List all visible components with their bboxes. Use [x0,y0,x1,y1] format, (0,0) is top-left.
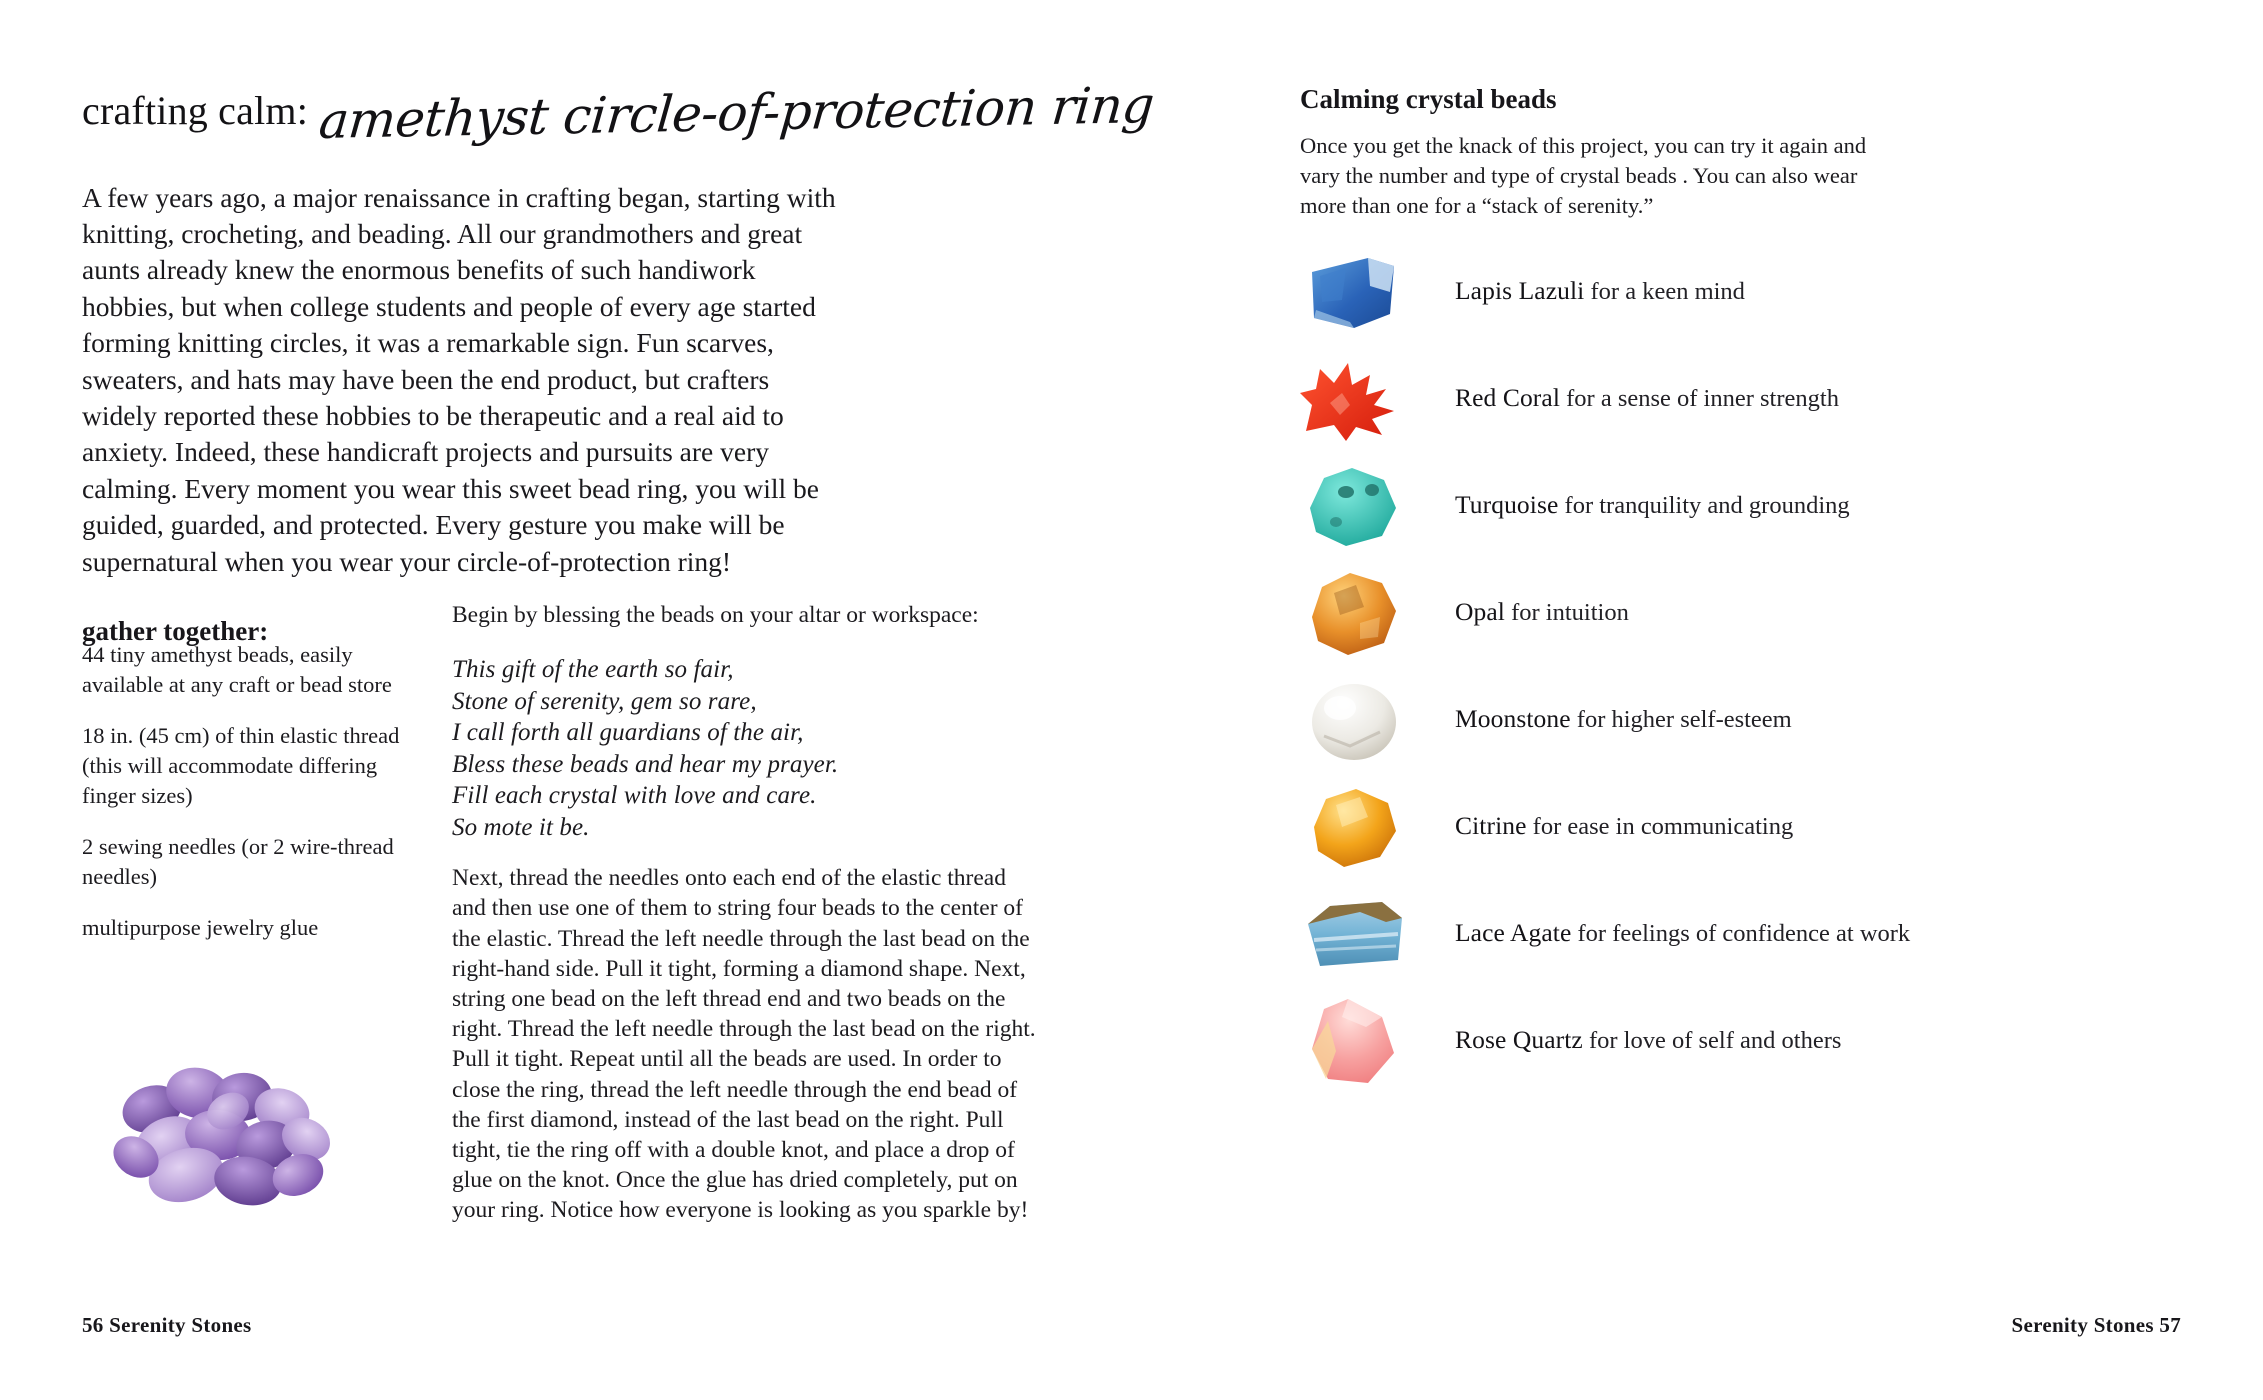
crystal-description: for a keen mind [1584,278,1745,305]
rose-quartz-stone-photo [1290,991,1420,1091]
page-title-serif: crafting calm: [82,88,309,133]
crystal-description: for intuition [1504,599,1629,626]
list-item: multipurpose jewelry glue [82,915,319,940]
crystal-name: Lapis Lazuli [1455,276,1585,305]
verse-line: I call forth all guardians of the air, [452,719,804,747]
page-title-script: amethyst circle-of-protection ring [316,76,1157,150]
gather-together-list [82,640,402,964]
verse-line: This gift of the earth so fair, [452,656,734,684]
turquoise-stone-photo [1290,456,1420,556]
instructions-column [452,600,1042,1226]
crystal-label [1455,811,1793,842]
verse-line: So mote it be. [452,813,590,841]
opal-stone-photo [1290,563,1420,663]
folio-left: 56 Serenity Stones [82,1313,252,1337]
crystal-name: Turquoise [1455,490,1559,519]
crystal-description: for love of self and others [1582,1027,1842,1054]
crystal-label [1455,597,1629,628]
crystal-name: Rose Quartz [1455,1025,1583,1054]
list-item [1290,238,2220,345]
page-title [82,76,1202,150]
list-item: 2 sewing needles (or 2 wire-thread needles) [82,834,394,889]
lace-agate-stone-photo [1290,884,1420,984]
crystal-name: Opal [1455,597,1505,626]
intro-paragraph: A few years ago, a major renaissance in crafting began, starting with knitting, crocheting, and beading. All our grandmothers and great aunts already knew the enormous benefits of such handiwork hobbies, but when college students and people of every age started forming knitting circles, it was a remarkable sign. Fun scarves, sweaters, and hats may have been the end product, but crafters widely reported these hobbies to be therapeutic and a real aid to anxiety. Indeed, these handicraft projects and pursuits are very calming. Every moment you wear this sweet bead ring, you will be guided, guarded, and protected. Every gesture you make will be supernatural when you wear your circle-of-protection ring! [82,181,836,577]
verse-line: Bless these beads and hear my prayer. [452,750,839,778]
crystal-label [1455,276,1745,307]
crystal-description: for ease in communicating [1526,813,1794,840]
list-item: 44 tiny amethyst beads, easily available at any craft or bead store [82,642,392,697]
lapis-lazuli-stone-photo [1290,242,1420,342]
list-item: 18 in. (45 cm) of thin elastic thread (this will accommodate differing finger sizes) [82,723,400,808]
crystal-name: Moonstone [1455,704,1571,733]
calming-crystal-beads-heading: Calming crystal beads [1300,84,1557,115]
moonstone-stone-photo [1290,670,1420,770]
amethyst-beads-photo [90,1035,350,1220]
list-item [1290,345,2220,452]
folio-right: Serenity Stones 57 [2011,1313,2181,1337]
crystal-description: for feelings of confidence at work [1571,920,1911,947]
crystal-label [1455,1025,1841,1056]
crystal-list [1290,238,2220,1094]
crystal-label [1455,490,1850,521]
list-item [1290,987,2220,1094]
gather-together-heading: gather together: [82,616,269,647]
list-item [1290,559,2220,666]
citrine-stone-photo [1290,777,1420,877]
crystal-name: Lace Agate [1455,918,1572,947]
list-item [1290,773,2220,880]
crystal-label [1455,383,1839,414]
blessing-verse [452,654,1042,843]
crystal-label [1455,704,1792,735]
instructions-steps: Next, thread the needles onto each end of the elastic thread and then use one of them to string four beads to the center of the elastic. Thread the left needle through the last bead on the right-hand side. Pull it tight, forming a diamond shape. Next, string one bead on the left thread end and two beads on the right. Thread the left needle through the last bead on the right. Pull it tight. Repeat until all the beads are used. In order to close the ring, thread the left needle through the end bead of the first diamond, instead of the last bead on the right. Pull tight, tie the ring off with a double knot, and place a drop of glue on the knot. Once the glue has dried completely, put on your ring. Notice how everyone is looking as you sparkle by! [452,865,1036,1224]
list-item [1290,452,2220,559]
list-item [1290,880,2220,987]
calming-crystal-beads-intro: Once you get the knack of this project, you can try it again and vary the number and type of crystal beads . You can also wear more than one for a “stack of serenity.” [1300,132,1867,218]
crystal-description: for higher self-esteem [1570,706,1792,733]
red-coral-stone-photo [1290,349,1420,449]
verse-line: Stone of serenity, gem so rare, [452,687,757,715]
instructions-lead: Begin by blessing the beads on your altar or workspace: [452,602,979,628]
list-item [1290,666,2220,773]
crystal-description: for tranquility and grounding [1558,492,1850,519]
crystal-name: Citrine [1455,811,1527,840]
verse-line: Fill each crystal with love and care. [452,782,817,810]
crystal-label [1455,918,1910,949]
crystal-description: for a sense of inner strength [1560,385,1839,412]
crystal-name: Red Coral [1455,383,1561,412]
